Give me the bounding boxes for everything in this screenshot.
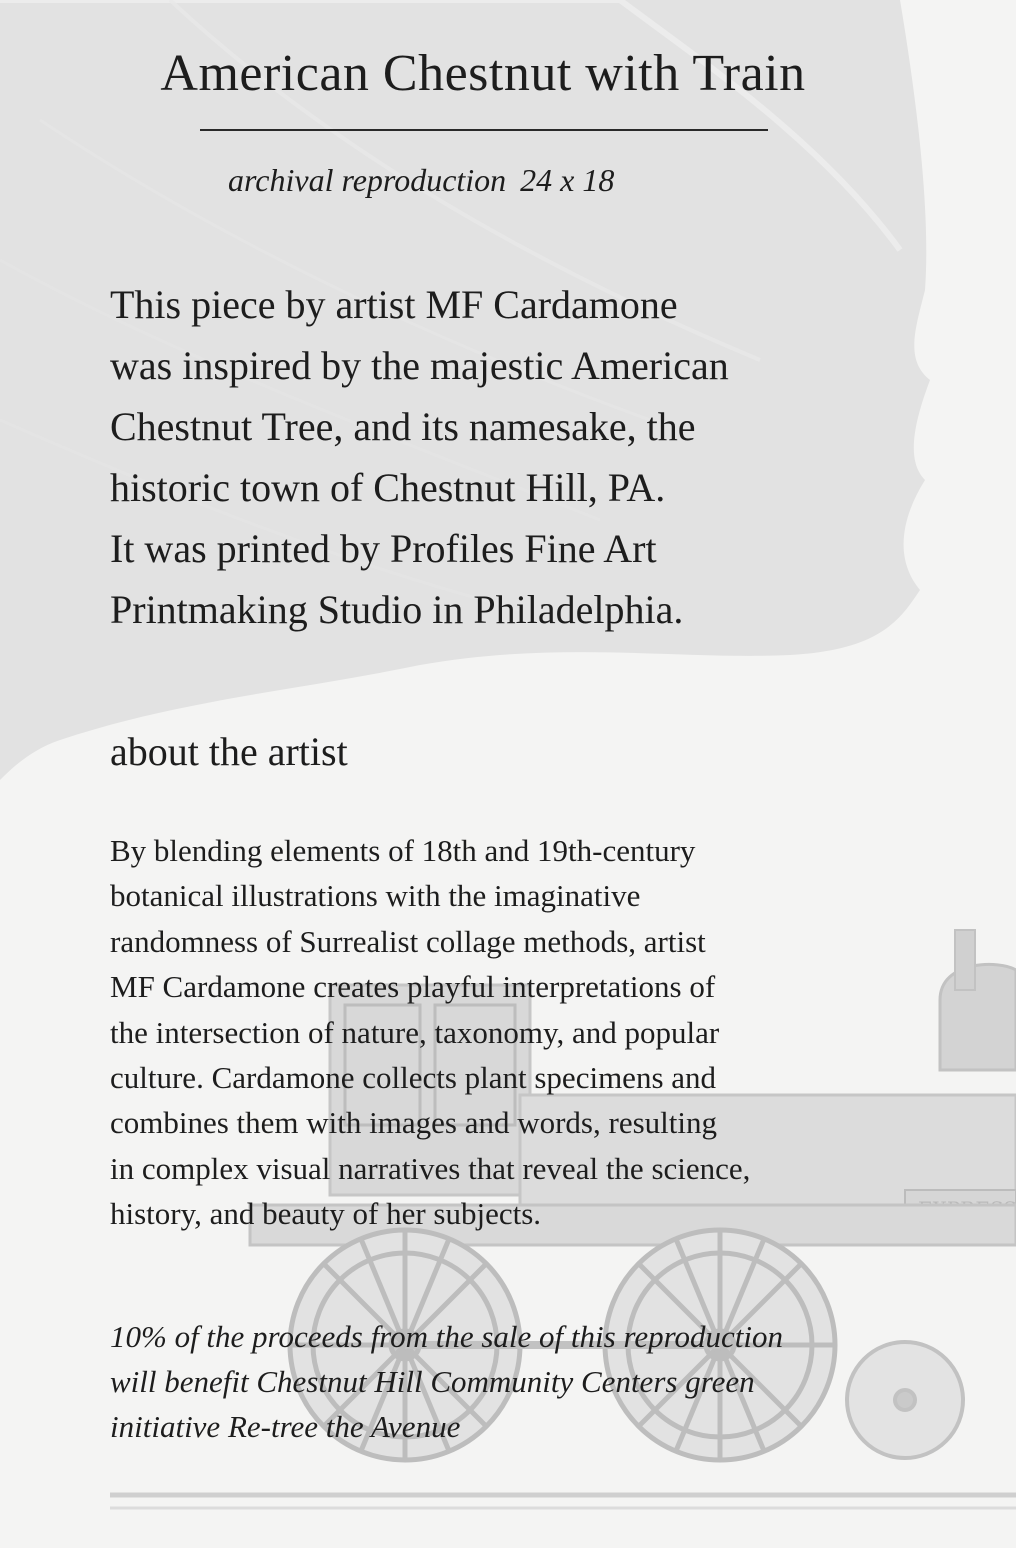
bio-line: By blending elements of 18th and 19th-century [110,833,696,868]
proceeds-line: 10% of the proceeds from the sale of this reproduction [110,1319,784,1354]
bio-line: botanical illustrations with the imaginative [110,878,641,914]
intro-line: Chestnut Tree, and its namesake, the [110,404,696,449]
bio-line: randomness of Surrealist collage methods, artist [110,923,706,959]
intro-paragraph [110,274,970,640]
intro-line: was inspired by the majestic American [110,343,729,388]
subtitle [228,162,614,199]
bio-line: combines them with images and words, resulting [110,1105,717,1141]
intro-line: Printmaking Studio in Philadelphia. [110,587,684,632]
bio-line: the intersection of nature, taxonomy, and popular [110,1014,720,1050]
intro-line: It was printed by Profiles Fine Art [110,526,657,571]
proceeds-line: will benefit Chestnut Hill Community Centers green [110,1364,755,1399]
proceeds-note [110,1314,990,1449]
dimensions-label: 24 x 18 [520,162,615,198]
title-divider [200,129,768,131]
intro-line: historic town of Chestnut Hill, PA. [110,465,666,510]
bio-line: in complex visual narratives that reveal the science, [110,1150,751,1186]
bio-line: history, and beauty of her subjects. [110,1196,542,1232]
intro-line: This piece by artist MF Cardamone [110,282,678,327]
proceeds-line: initiative Re-tree the Avenue [110,1409,461,1444]
about-artist-heading: about the artist [110,729,348,774]
bio-line: MF Cardamone creates playful interpretations of [110,969,716,1005]
page-title: American Chestnut with Train [160,45,806,102]
bio-line: culture. Cardamone collects plant specimens and [110,1060,717,1096]
medium-label: archival reproduction [228,162,507,198]
artist-bio-paragraph [110,828,990,1237]
